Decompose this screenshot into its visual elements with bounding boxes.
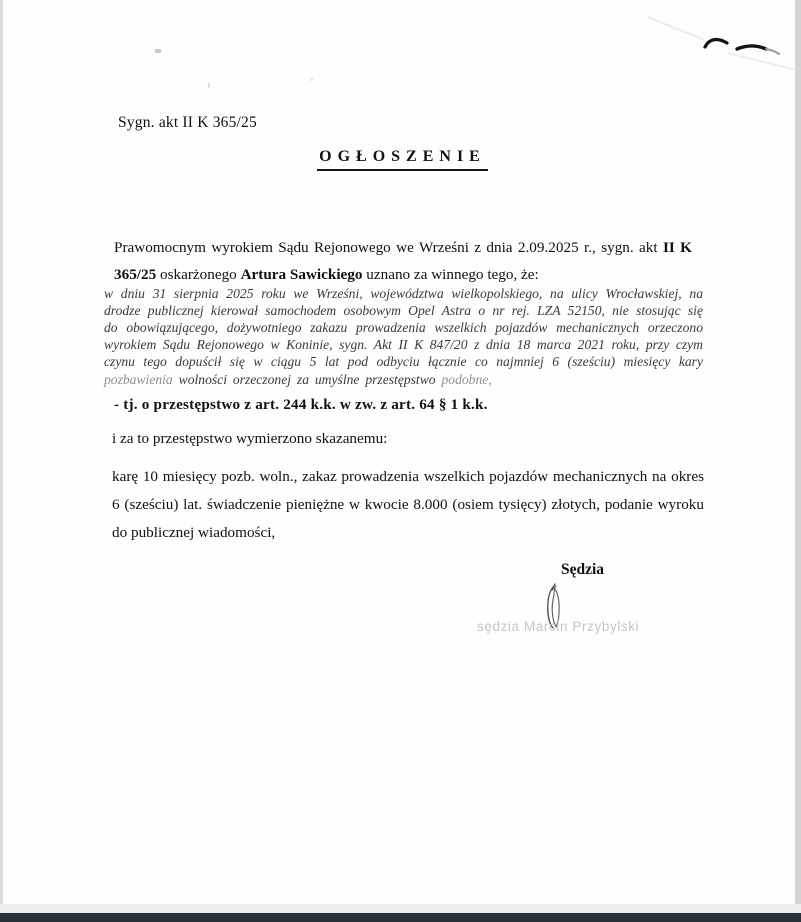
scan-artifact-marks xyxy=(645,8,785,68)
charge-paragraph xyxy=(104,285,703,388)
case-number: Sygn. akt II K 365/25 xyxy=(118,114,257,131)
title-row xyxy=(104,148,701,171)
sentence-intro: i za to przestępstwo wymierzono skazanemu: xyxy=(112,430,388,447)
intro-case-ref: II K 365/25 xyxy=(114,239,692,284)
charge-text-faded: pozbawienia xyxy=(104,371,173,387)
sentence-body: karę 10 miesięcy pozb. woln., zakaz prowadzenia wszelkich pojazdów mechanicznych na okres 6 (sześciu) lat. świadczenie pieniężne w kwocie 8.000 (osiem tysięcy) złotych, podanie wyroku do publicznej wiadomości, xyxy=(112,468,704,542)
scan-edge-right xyxy=(795,0,801,922)
document-title: OGŁOSZENIE xyxy=(317,148,488,171)
intro-paragraph xyxy=(114,234,692,288)
charge-text-faded: podobne, xyxy=(441,371,492,387)
intro-text: Prawomocnym wyrokiem Sądu Rejonowego we Wrześni z dnia 2.09.2025 r., sygn. akt xyxy=(114,239,663,257)
scan-edge-left xyxy=(0,0,3,913)
scan-speck xyxy=(155,49,161,53)
legal-qualification: - tj. o przestępstwo z art. 244 k.k. w zw. z art. 64 § 1 k.k. xyxy=(114,396,488,413)
intro-text: uznano za winnego tego, że: xyxy=(362,266,539,284)
scan-speck xyxy=(310,78,313,81)
judge-label: Sędzia xyxy=(561,561,605,578)
charge-text: w dniu 31 sierpnia 2025 roku we Wrześni, województwa wielkopolskiego, na ulicy Wrocławskiej, na drodze publicznej kierował samochodem osobowym Opel Astra o nr rej. LZA 52150, nie stosując się do obowiązującego, dożywotniego zakazu prowadzenia wszelkich pojazdów mechanicznych orzeczono wyrokiem Sądu Rejonowego w Koninie, sygn. Akt II K 847/20 z dnia 18 marca 2021 roku, przy czym czynu tego dopuścił się w ciągu 5 lat pod odbyciu łącznie co najmniej 6 (sześciu) miesięcy kary xyxy=(104,285,703,370)
judge-name-stamp: sędzia Marcin Przybylski xyxy=(477,619,640,634)
scan-speck xyxy=(208,83,210,88)
scan-strip-dark xyxy=(0,913,801,922)
scan-strip-light xyxy=(0,904,801,913)
charge-text: wolności orzeczonej za umyślne przestępstwo xyxy=(172,371,442,387)
defendant-name: Artura Sawickiego xyxy=(240,266,363,284)
intro-text: oskarżonego xyxy=(156,266,241,284)
